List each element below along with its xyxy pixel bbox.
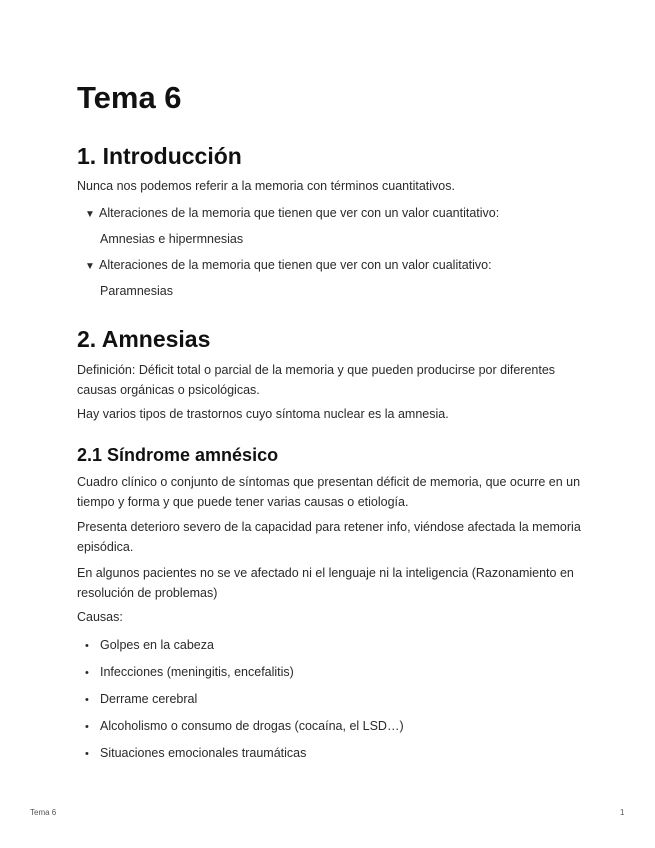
section-heading-amnesias: 2. Amnesias [77,326,211,352]
toggle-label: Alteraciones de la memoria que tienen que ver con un valor cuantitativo: [99,206,500,220]
bullet-icon: • [85,667,89,679]
list-item: • Alcoholismo o consumo de drogas (cocaína, el LSD…) [85,716,404,737]
toggle-item-cualitativo[interactable] [85,255,492,277]
amnesias-definition: Definición: Déficit total o parcial de la memoria y que pueden producirse por diferentes causas orgánicas o psicológicas. [77,363,556,397]
causes-label: Causas: [77,610,123,624]
toggle-child: Paramnesias [100,284,173,298]
toggle-arrow-icon[interactable]: ▼ [85,261,95,272]
list-item: • Golpes en la cabeza [85,635,214,656]
list-item: • Infecciones (meningitis, encefalitis) [85,662,294,683]
toggle-arrow-icon[interactable]: ▼ [85,209,95,220]
list-item: • Derrame cerebral [85,689,197,710]
section-heading-introduccion: 1. Introducción [77,143,242,169]
footer-page-number: 1 [620,808,625,817]
bullet-icon: • [85,640,89,652]
amnesias-types: Hay varios tipos de trastornos cuyo síntoma nuclear es la amnesia. [77,407,449,421]
bullet-icon: • [85,694,89,706]
sindrome-paragraph-3: En algunos pacientes no se ve afectado ni el lenguaje ni la inteligencia (Razonamiento en resolución de problemas) [77,566,574,600]
bullet-icon: • [85,748,89,760]
toggle-item-cuantitativo[interactable] [85,203,499,225]
page-title: Tema 6 [77,80,182,115]
intro-paragraph: Nunca nos podemos referir a la memoria con términos cuantitativos. [77,179,455,193]
subsection-heading-sindrome: 2.1 Síndrome amnésico [77,445,279,465]
list-item: • Situaciones emocionales traumáticas [85,743,306,764]
footer-left: Tema 6 [30,808,57,817]
sindrome-paragraph-2: Presenta deterioro severo de la capacidad para retener info, viéndose afectada la memoria episódica. [77,520,581,554]
bullet-icon: • [85,721,89,733]
sindrome-paragraph-1: Cuadro clínico o conjunto de síntomas que presentan déficit de memoria, que ocurre en un tiempo y forma y que puede tener varias causas o etiología. [77,475,581,509]
toggle-label: Alteraciones de la memoria que tienen que ver con un valor cualitativo: [99,258,492,272]
toggle-child: Amnesias e hipermnesias [100,232,244,246]
